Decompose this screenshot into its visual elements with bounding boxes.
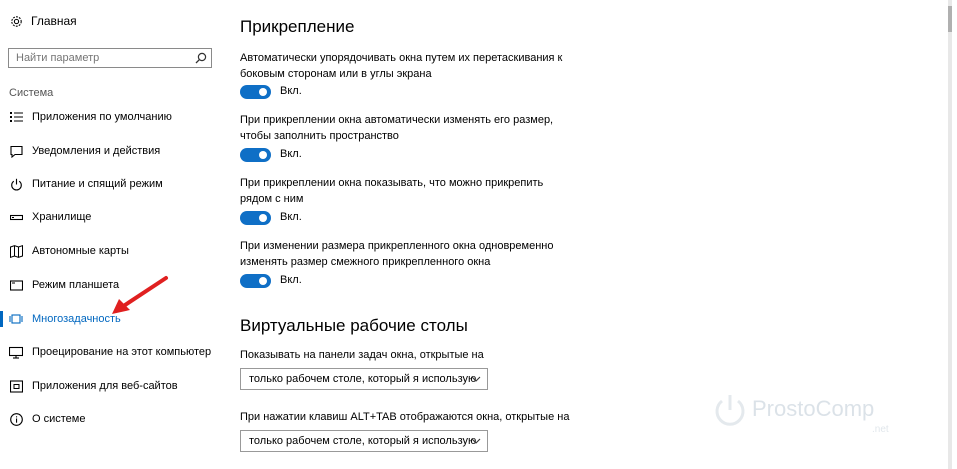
snap-setting-4-description: При изменении размера прикрепленного окна одновременно изменять размер смежного прикрепленного окна [240,240,554,268]
sidebar-item-label: Приложения для веб-сайтов [32,380,178,392]
taskbar-windows-dropdown[interactable] [240,368,488,390]
sidebar-item-projection[interactable] [0,341,228,363]
snap-setting-1-toggle[interactable] [240,85,271,99]
chevron-down-icon [471,374,481,384]
sidebar-item-label: Автономные карты [32,245,129,257]
toggle-knob [259,88,267,96]
sidebar-item-label: Многозадачность [32,313,121,325]
watermark [712,388,912,448]
sidebar-item-label: Питание и спящий режим [32,178,163,190]
sidebar-item-storage[interactable] [0,206,228,228]
notification-icon [9,144,23,158]
taskbar-dropdown-value: только рабочем столе, который я использую [249,373,477,385]
sidebar-item-label: Приложения по умолчанию [32,111,172,123]
annotation-arrow [108,274,170,318]
sidebar-item-web-apps[interactable] [0,375,228,397]
gear-icon [9,14,23,28]
toggle-knob [259,151,267,159]
snap-setting-2-description: При прикреплении окна автоматически изменять его размер, чтобы заполнить пространство [240,114,554,142]
snap-setting-4-state: Вкл. [280,274,302,286]
map-icon [9,244,23,258]
sidebar-item-label: Режим планшета [32,279,120,291]
power-icon [9,177,23,191]
section-label-system: Система [9,87,54,99]
snap-setting-3-state: Вкл. [280,211,302,223]
taskbar-setting-label: Показывать на панели задач окна, открытые на [240,349,484,361]
list-icon [9,110,23,124]
search-input[interactable] [16,52,186,64]
sidebar-item-label: Проецирование на этот компьютер [32,346,212,358]
toggle-knob [259,277,267,285]
sidebar-item-notifications[interactable] [0,140,228,162]
alttab-setting-label: При нажатии клавиш ALT+TAB отображаются окна, открытые на [240,411,570,423]
home-link[interactable] [9,14,77,28]
multitasking-icon [9,312,23,326]
alttab-windows-dropdown[interactable] [240,430,488,452]
scrollbar[interactable] [948,0,952,469]
sidebar-item-default-apps[interactable] [0,106,228,128]
sidebar-item-label: Уведомления и действия [32,145,161,157]
projection-icon [9,345,23,359]
watermark-sub: .net [872,424,889,435]
toggle-knob [259,214,267,222]
chevron-down-icon [471,436,481,446]
sidebar-item-offline-maps[interactable] [0,240,228,262]
section-title-snap: Прикрепление [240,17,355,36]
snap-setting-2-toggle[interactable] [240,148,271,162]
search-box[interactable] [8,48,212,68]
info-icon [9,412,23,426]
sidebar-item-about[interactable] [0,408,228,430]
search-icon[interactable] [195,52,207,64]
scrollbar-thumb[interactable] [948,6,952,32]
watermark-logo-icon [712,392,748,428]
snap-setting-1-description: Автоматически упорядочивать окна путем их перетаскивания к боковым сторонам или в углы экрана [240,52,563,80]
sidebar [0,0,228,469]
sidebar-item-label: Хранилище [32,211,92,223]
web-apps-icon [9,379,23,393]
tablet-icon [9,278,23,292]
sidebar-item-power[interactable] [0,173,228,195]
watermark-text: ProstoComp [752,396,875,421]
snap-setting-3-toggle[interactable] [240,211,271,225]
alttab-dropdown-value: только рабочем столе, который я использую [249,435,477,447]
section-title-virtual-desktops: Виртуальные рабочие столы [240,316,468,335]
snap-setting-4-toggle[interactable] [240,274,271,288]
home-label: Главная [31,14,77,28]
selection-indicator [0,311,3,327]
snap-setting-1-state: Вкл. [280,85,302,97]
sidebar-item-label: О системе [32,413,86,425]
storage-icon [9,210,23,224]
snap-setting-2-state: Вкл. [280,148,302,160]
snap-setting-3-description: При прикреплении окна показывать, что можно прикрепить рядом с ним [240,177,544,205]
